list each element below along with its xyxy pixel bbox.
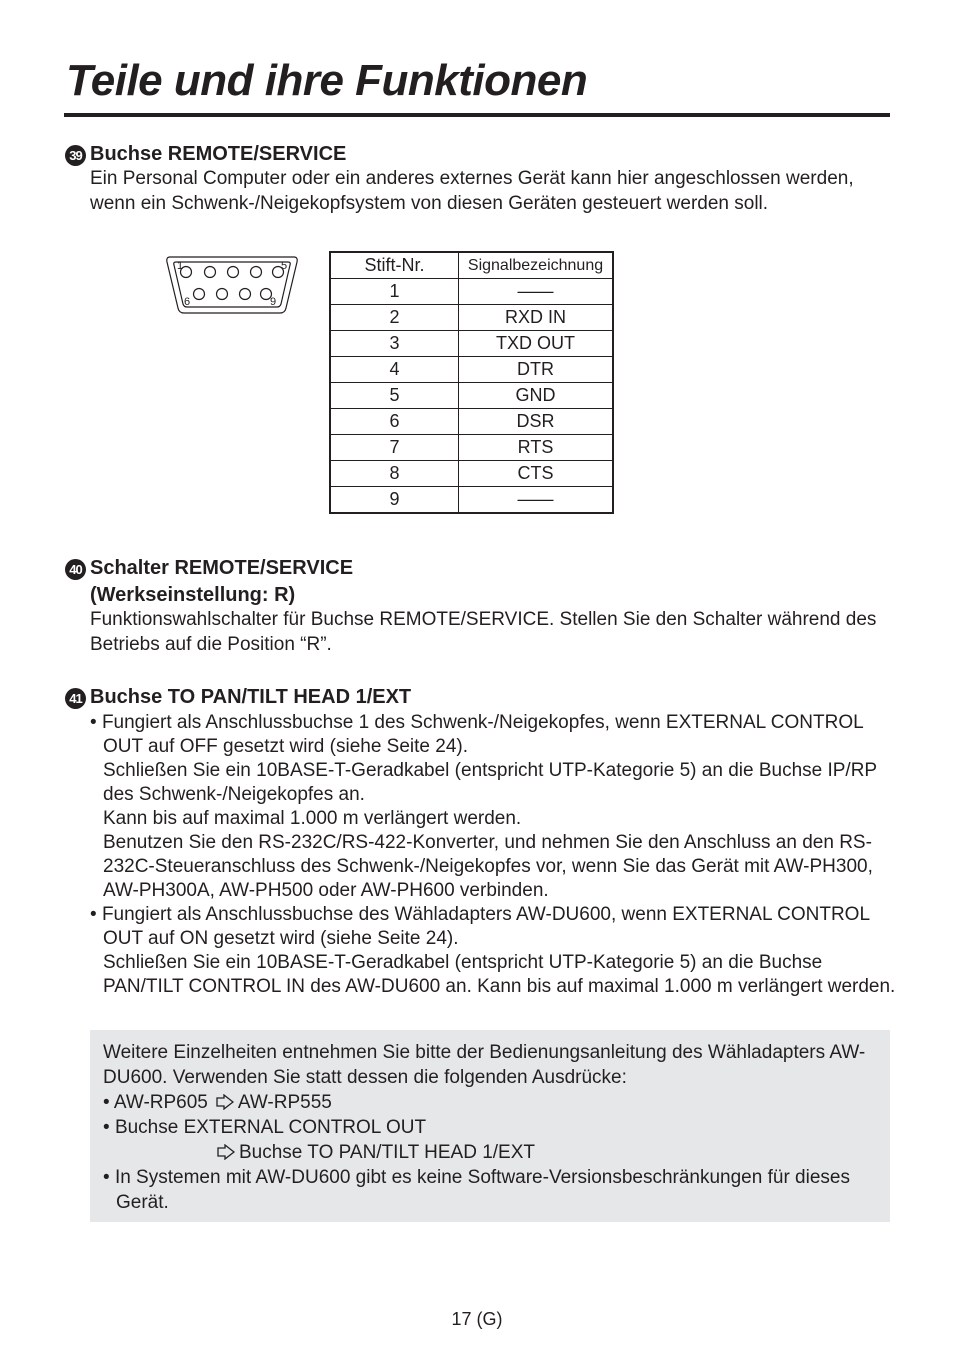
- signal-name-cell: ——: [459, 279, 614, 305]
- table-row: [330, 409, 613, 435]
- signal-name-cell: CTS: [459, 461, 614, 487]
- pin-number-cell: 5: [330, 383, 459, 409]
- table-row: [330, 383, 613, 409]
- hollow-right-arrow-icon: [217, 1144, 235, 1160]
- note-item-to: AW-RP555: [237, 1092, 332, 1113]
- signal-name-cell: ——: [459, 487, 614, 514]
- list-item: [90, 711, 903, 903]
- signal-name-cell: RTS: [459, 435, 614, 461]
- pin-number-cell: 7: [330, 435, 459, 461]
- bullet-extra: Schließen Sie ein 10BASE-T-Geradkabel (entspricht UTP-Kategorie 5) an die Buchse PAN/TILT CONTROL IN des AW-DU600 an. Kann bis auf maximal 1.000 m verlängert werden.: [103, 952, 896, 997]
- pin-number-cell: 6: [330, 409, 459, 435]
- bullet-text: Fungiert als Anschlussbuchse 1 des Schwenk-/Neigekopfes, wenn EXTERNAL CONTROL OUT auf OFF gesetzt wird (siehe Seite 24).: [101, 712, 863, 757]
- bullet-marker: •: [103, 1092, 110, 1113]
- table-row: [330, 461, 613, 487]
- pin-number-cell: 8: [330, 461, 459, 487]
- note-last-text: In Systemen mit AW-DU600 gibt es keine Software-Versionsbeschränkungen für dieses Gerät.: [114, 1167, 850, 1213]
- signal-name-cell: TXD OUT: [459, 331, 614, 357]
- pin-label-9: 9: [270, 296, 277, 308]
- note-item-from: AW-RP605: [113, 1092, 208, 1113]
- bullet-marker: •: [90, 712, 97, 733]
- bullet-extra: Schließen Sie ein 10BASE-T-Geradkabel (entspricht UTP-Kategorie 5) an die Buchse IP/RP des Schwenk-/Neigekopfes an.: [103, 760, 877, 805]
- signal-name-cell: DSR: [459, 409, 614, 435]
- pin-label-6: 6: [184, 296, 191, 308]
- pin-label-1: 1: [177, 260, 184, 272]
- section-text: Ein Personal Computer oder ein anderes externes Gerät kann hier angeschlossen werden, wenn ein Schwenk-/Neigekopfsystem von diesen Geräten gesteuert werden soll.: [90, 168, 854, 214]
- hollow-right-arrow-icon: [216, 1094, 234, 1110]
- bullet-text: Fungiert als Anschlussbuchse des Wähladapters AW-DU600, wenn EXTERNAL CONTROL OUT auf ON gesetzt wird (siehe Seite 24).: [101, 904, 870, 949]
- table-header-pin: Stift-Nr.: [330, 252, 459, 279]
- section-number-41: 41: [65, 688, 86, 709]
- pin-number-cell: 1: [330, 279, 459, 305]
- note-box: [90, 1030, 890, 1222]
- signal-name-cell: RXD IN: [459, 305, 614, 331]
- signal-name-cell: GND: [459, 383, 614, 409]
- table-row: [330, 487, 613, 514]
- note-item-from: Buchse EXTERNAL CONTROL OUT: [114, 1117, 427, 1138]
- note-item: [103, 1090, 332, 1115]
- section-heading: Buchse REMOTE/SERVICE: [90, 143, 347, 165]
- table-header-signal: Signalbezeichnung: [459, 252, 614, 279]
- section-number-39: 39: [65, 145, 86, 166]
- pin-number-cell: 2: [330, 305, 459, 331]
- list-item: [90, 903, 903, 999]
- bullet-marker: •: [103, 1117, 110, 1138]
- signal-name-cell: DTR: [459, 357, 614, 383]
- page-number: 17 (G): [451, 1309, 503, 1329]
- pin-number-cell: 3: [330, 331, 459, 357]
- note-last-item: [103, 1165, 876, 1215]
- note-item-to: Buchse TO PAN/TILT HEAD 1/EXT: [239, 1142, 536, 1163]
- bullet-marker: •: [103, 1167, 110, 1188]
- table-row: [330, 435, 613, 461]
- page-title: Teile und ihre Funktionen: [66, 56, 588, 105]
- section-heading: Schalter REMOTE/SERVICE: [90, 557, 354, 579]
- pin-label-5: 5: [281, 260, 288, 272]
- section-subheading: (Werkseinstellung: R): [90, 584, 296, 606]
- bullet-extra: Kann bis auf maximal 1.000 m verlängert werden.: [103, 808, 522, 829]
- bullet-marker: •: [90, 904, 97, 925]
- dsub-9-connector-diagram: [164, 254, 300, 316]
- pin-assignment-table: [329, 251, 614, 514]
- section-text: Funktionswahlschalter für Buchse REMOTE/SERVICE. Stellen Sie den Schalter während des Betriebs auf die Position “R”.: [90, 609, 877, 655]
- note-intro: Weitere Einzelheiten entnehmen Sie bitte der Bedienungsanleitung des Wähladapters AW-DU600. Verwenden Sie statt dessen die folgenden Ausdrücke:: [103, 1042, 866, 1088]
- bullet-extra: Benutzen Sie den RS-232C/RS-422-Konverter, und nehmen Sie den Anschluss an den RS-232C-Steueranschluss des Schwenk-/Neigekopfes vor, wenn Sie das Gerät mit AW-PH300, AW-PH300A, AW-PH500 oder AW-PH600 verbinden.: [103, 832, 873, 901]
- table-row: [330, 279, 613, 305]
- title-rule: [64, 113, 890, 117]
- table-row: [330, 357, 613, 383]
- section-number-40: 40: [65, 559, 86, 580]
- section-heading: Buchse TO PAN/TILT HEAD 1/EXT: [90, 686, 412, 708]
- note-item-target: [217, 1140, 535, 1165]
- table-row: [330, 331, 613, 357]
- note-item: [103, 1115, 426, 1140]
- table-header-row: [330, 252, 613, 279]
- pin-number-cell: 4: [330, 357, 459, 383]
- table-row: [330, 305, 613, 331]
- pin-number-cell: 9: [330, 487, 459, 514]
